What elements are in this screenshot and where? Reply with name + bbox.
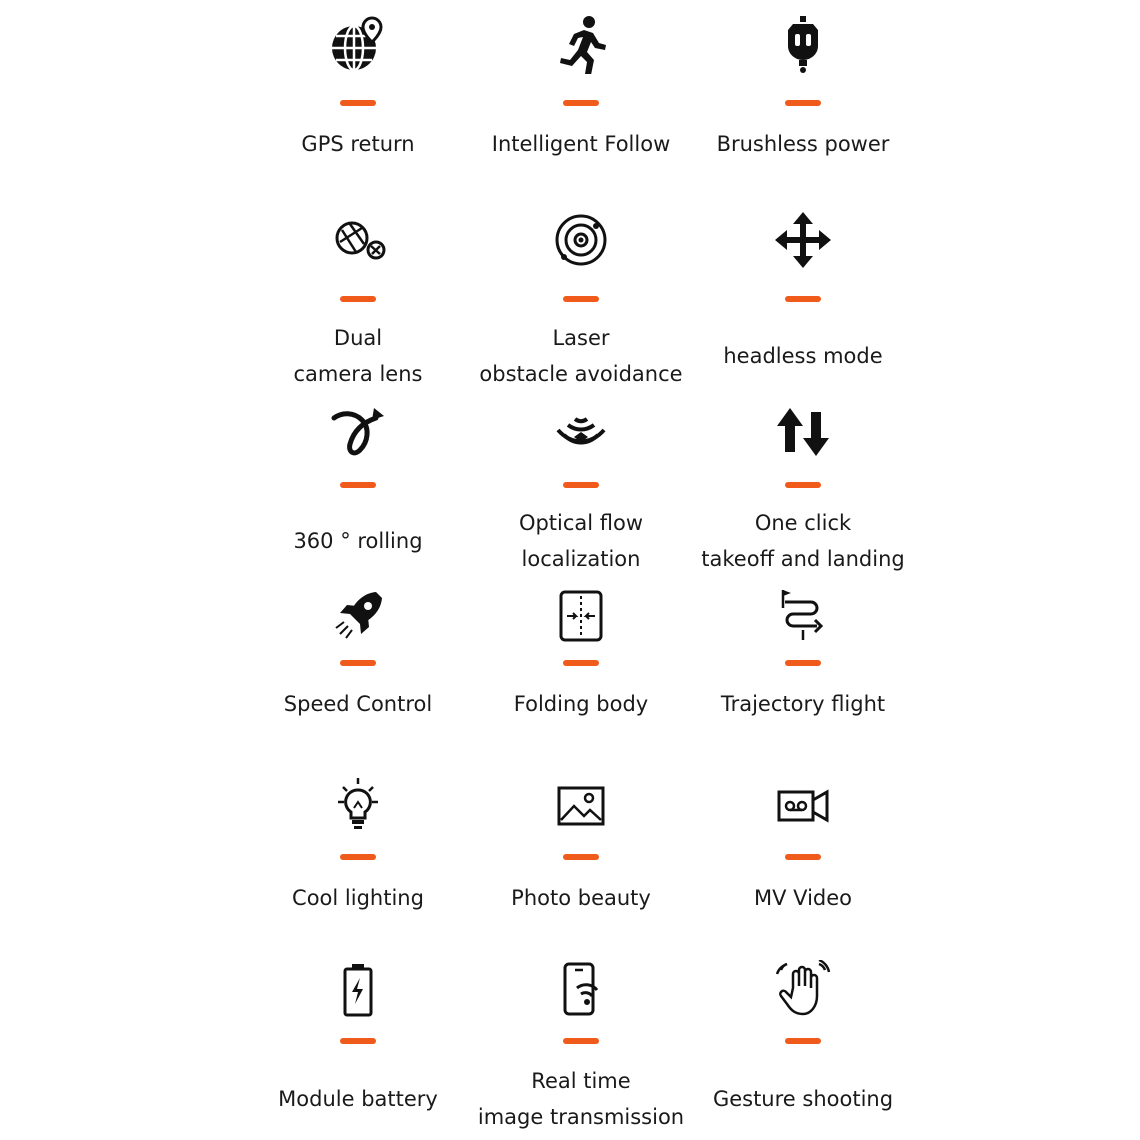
accent-dash (785, 100, 821, 106)
feature-label (683, 880, 923, 916)
accent-dash (340, 296, 376, 302)
four-way-arrows-icon (773, 210, 833, 270)
feature-label-line: Optical flow (518, 511, 644, 535)
dual-lens-icon (328, 210, 388, 270)
battery-charge-icon (328, 960, 388, 1020)
feature-label-line: Photo beauty (511, 886, 651, 910)
feature-label (683, 126, 923, 162)
feature-label-line: takeoff and landing (701, 547, 905, 571)
folding-body-icon (551, 586, 611, 646)
feature-label (238, 523, 478, 559)
feature-label (238, 320, 478, 392)
accent-dash (563, 854, 599, 860)
feature-label-line: 360 ° rolling (293, 529, 423, 553)
accent-dash (563, 660, 599, 666)
feature-label (461, 320, 701, 392)
accent-dash (563, 296, 599, 302)
accent-dash (563, 100, 599, 106)
accent-dash (785, 1038, 821, 1044)
running-person-icon (551, 14, 611, 74)
video-camera-icon (773, 776, 833, 836)
feature-label-line: Laser (552, 326, 610, 350)
trajectory-flag-icon (773, 586, 833, 646)
phone-wifi-icon (551, 960, 611, 1020)
brushless-motor-icon (773, 14, 833, 74)
feature-label-line: Speed Control (283, 692, 433, 716)
feature-label (683, 505, 923, 577)
feature-label (461, 126, 701, 162)
feature-label (461, 880, 701, 916)
feature-label-line: Gesture shooting (712, 1087, 894, 1111)
feature-label (238, 686, 478, 722)
feature-label-line: camera lens (293, 362, 423, 386)
feature-label-line: Intelligent Follow (491, 132, 671, 156)
photo-picture-icon (551, 776, 611, 836)
accent-dash (785, 854, 821, 860)
gesture-hand-icon (773, 960, 833, 1020)
accent-dash (340, 1038, 376, 1044)
up-down-arrows-icon (773, 402, 833, 462)
feature-label-line: GPS return (301, 132, 415, 156)
feature-label-line: Folding body (513, 692, 649, 716)
optical-flow-icon (551, 402, 611, 462)
accent-dash (785, 296, 821, 302)
globe-pin-icon (328, 14, 388, 74)
feature-label-line: image transmission (477, 1105, 685, 1129)
light-bulb-icon (328, 776, 388, 836)
accent-dash (340, 660, 376, 666)
feature-label-line: Dual (333, 326, 383, 350)
feature-label (683, 686, 923, 722)
rocket-icon (328, 586, 388, 646)
feature-label-line: Real time (531, 1069, 631, 1093)
accent-dash (563, 482, 599, 488)
feature-label (238, 1081, 478, 1117)
feature-label (461, 505, 701, 577)
accent-dash (340, 854, 376, 860)
feature-label-line: localization (521, 547, 641, 571)
feature-label-line: MV Video (754, 886, 852, 910)
feature-label (238, 126, 478, 162)
feature-label-line: obstacle avoidance (479, 362, 683, 386)
feature-label (461, 686, 701, 722)
feature-label (238, 880, 478, 916)
feature-label (683, 1081, 923, 1117)
feature-label (461, 1063, 701, 1135)
feature-label-line: headless mode (723, 344, 883, 368)
feature-label-line: Trajectory flight (720, 692, 886, 716)
laser-radar-icon (551, 210, 611, 270)
feature-label-line: Cool lighting (292, 886, 424, 910)
feature-label-line: One click (754, 511, 852, 535)
accent-dash (563, 1038, 599, 1044)
accent-dash (340, 482, 376, 488)
accent-dash (785, 482, 821, 488)
roll-loop-icon (328, 402, 388, 462)
feature-label (683, 338, 923, 374)
feature-label-line: Module battery (278, 1087, 438, 1111)
accent-dash (785, 660, 821, 666)
feature-label-line: Brushless power (716, 132, 890, 156)
accent-dash (340, 100, 376, 106)
